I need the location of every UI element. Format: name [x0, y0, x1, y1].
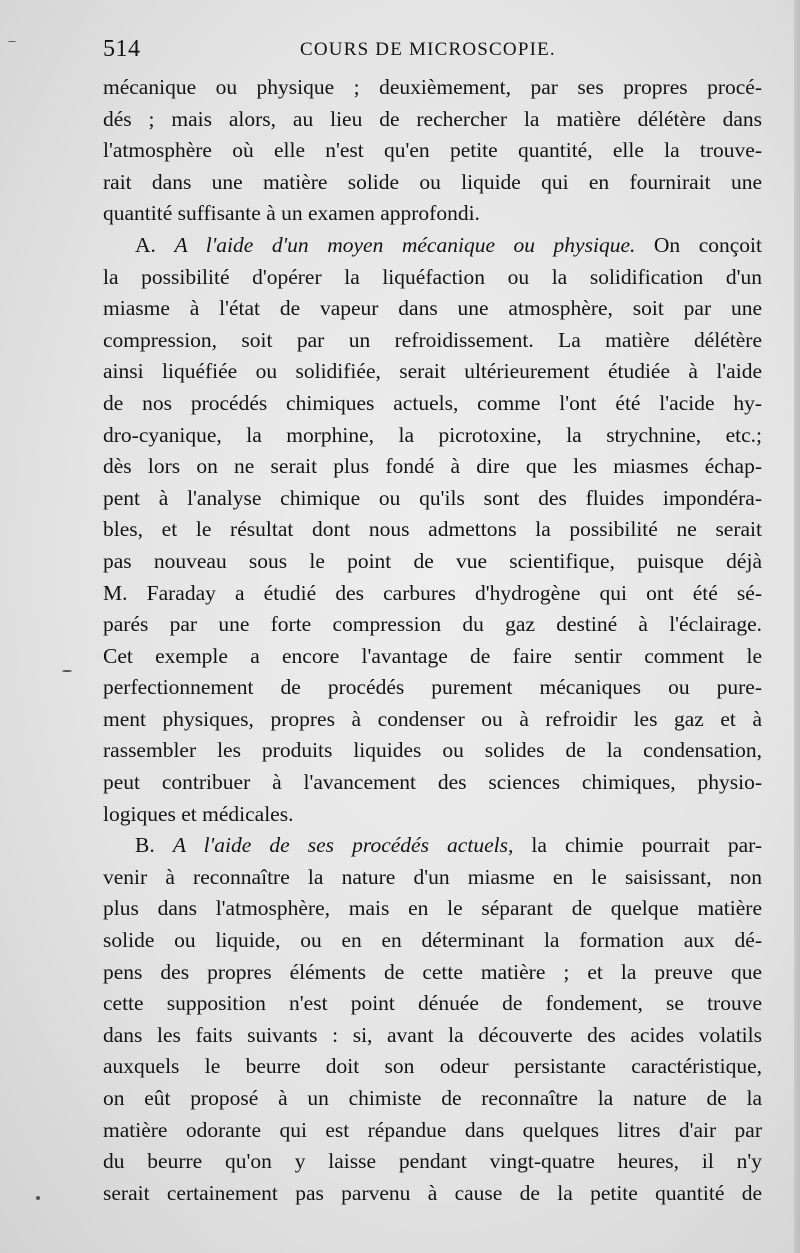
line-text: pens des propres éléments de cette matière ; et la preuve que	[103, 959, 762, 984]
text-line	[103, 198, 762, 230]
line-text: plus dans l'atmosphère, mais en le séparant de quelque matière	[103, 896, 762, 921]
body-text	[103, 72, 762, 1209]
text-line	[103, 1020, 762, 1052]
text-line	[103, 767, 762, 799]
line-text: dro-cyanique, la morphine, la picrotoxine, la strychnine, etc.;	[103, 422, 762, 447]
section-letter: A.	[135, 232, 175, 257]
text-line	[103, 356, 762, 388]
line-text: auxquels le beurre doit son odeur persistante caractéristique,	[103, 1054, 762, 1079]
line-text: matière odorante qui est répandue dans quelques litres d'air par	[103, 1117, 762, 1142]
section-heading-line	[103, 230, 762, 262]
text-line	[103, 1083, 762, 1115]
section-title: A l'aide d'un moyen mécanique ou physique.	[174, 232, 636, 257]
line-text: ment physiques, propres à condenser ou à refroidir les gaz et à	[103, 706, 762, 731]
text-line	[103, 1146, 762, 1178]
text-line	[103, 104, 762, 136]
section-letter: B.	[135, 833, 173, 858]
page-number: 514	[103, 36, 141, 62]
section-title: A l'aide de ses procédés actuels,	[172, 833, 514, 858]
print-speck	[62, 670, 72, 672]
line-text: rassembler les produits liquides ou solides de la condensation,	[103, 738, 762, 763]
section-heading-line	[103, 830, 762, 862]
line-text: mécanique ou physique ; deuxièmement, par ses propres procé-	[103, 75, 762, 99]
text-line	[103, 704, 762, 736]
text-line	[103, 262, 762, 294]
line-text: perfectionnement de procédés purement mécaniques ou pure-	[103, 675, 762, 700]
text-line	[103, 1178, 762, 1210]
text-line	[103, 546, 762, 578]
text-line	[103, 799, 762, 831]
print-speck	[36, 1196, 40, 1200]
line-text: compression, soit par un refroidissement. La matière délétère	[103, 327, 762, 352]
text-line	[103, 72, 762, 104]
line-text: cette supposition n'est point dénuée de fondement, se trouve	[103, 991, 762, 1016]
text-line	[103, 1115, 762, 1147]
running-header	[103, 36, 763, 70]
text-line	[103, 325, 762, 357]
text-line	[103, 420, 762, 452]
line-text: rait dans une matière solide ou liquide qui en fournirait une	[103, 169, 762, 194]
text-line	[103, 609, 762, 641]
text-line	[103, 672, 762, 704]
page-edge-shadow	[794, 0, 800, 1253]
line-text: la chimie pourrait par-	[513, 833, 762, 858]
text-line	[103, 167, 762, 199]
text-line	[103, 483, 762, 515]
text-line	[103, 957, 762, 989]
line-text: l'atmosphère où elle n'est qu'en petite quantité, elle la trouve-	[103, 138, 762, 163]
line-text: de nos procédés chimiques actuels, comme l'ont été l'acide hy-	[103, 390, 762, 415]
line-text: solide ou liquide, ou en en déterminant la formation aux dé-	[103, 928, 762, 953]
line-text: Cet exemple a encore l'avantage de faire sentir comment le	[103, 643, 762, 668]
line-text: dés ; mais alors, au lieu de rechercher la matière délétère dans	[103, 106, 762, 131]
text-line	[103, 451, 762, 483]
text-line	[103, 293, 762, 325]
line-text: logiques et médicales.	[103, 801, 294, 826]
text-line	[103, 862, 762, 894]
text-line	[103, 893, 762, 925]
line-text: quantité suffisante à un examen approfondi.	[103, 201, 480, 226]
line-text: On conçoit	[635, 232, 762, 257]
print-speck	[8, 41, 16, 42]
line-text: la possibilité d'opérer la liquéfaction ou la solidification d'un	[103, 264, 762, 289]
line-text: pas nouveau sous le point de vue scientifique, puisque déjà	[103, 548, 762, 573]
line-text: ainsi liquéfiée ou solidifiée, serait ultérieurement étudiée à l'aide	[103, 359, 762, 384]
line-text: M. Faraday a étudié des carbures d'hydrogène qui ont été sé-	[103, 580, 762, 605]
line-text: du beurre qu'on y laisse pendant vingt-quatre heures, il n'y	[103, 1149, 762, 1174]
text-line	[103, 135, 762, 167]
text-line	[103, 641, 762, 673]
text-line	[103, 578, 762, 610]
line-text: venir à reconnaître la nature d'un miasme en le saisissant, non	[103, 864, 762, 889]
line-text: parés par une forte compression du gaz destiné à l'éclairage.	[103, 612, 762, 637]
line-text: serait certainement pas parvenu à cause de la petite quantité de	[103, 1180, 762, 1205]
line-text: pent à l'analyse chimique ou qu'ils sont des fluides impondéra-	[103, 485, 762, 510]
line-text: dès lors on ne serait plus fondé à dire que les miasmes échap-	[103, 454, 762, 479]
text-line	[103, 514, 762, 546]
text-line	[103, 1051, 762, 1083]
running-title: COURS DE MICROSCOPIE.	[300, 39, 556, 60]
text-line	[103, 735, 762, 767]
text-line	[103, 988, 762, 1020]
line-text: bles, et le résultat dont nous admettons la possibilité ne serait	[103, 517, 762, 542]
line-text: dans les faits suivants : si, avant la découverte des acides volatils	[103, 1022, 762, 1047]
line-text: on eût proposé à un chimiste de reconnaître la nature de la	[103, 1086, 762, 1110]
text-line	[103, 925, 762, 957]
text-line	[103, 388, 762, 420]
line-text: peut contribuer à l'avancement des sciences chimiques, physio-	[103, 770, 762, 795]
line-text: miasme à l'état de vapeur dans une atmosphère, soit par une	[103, 296, 762, 321]
